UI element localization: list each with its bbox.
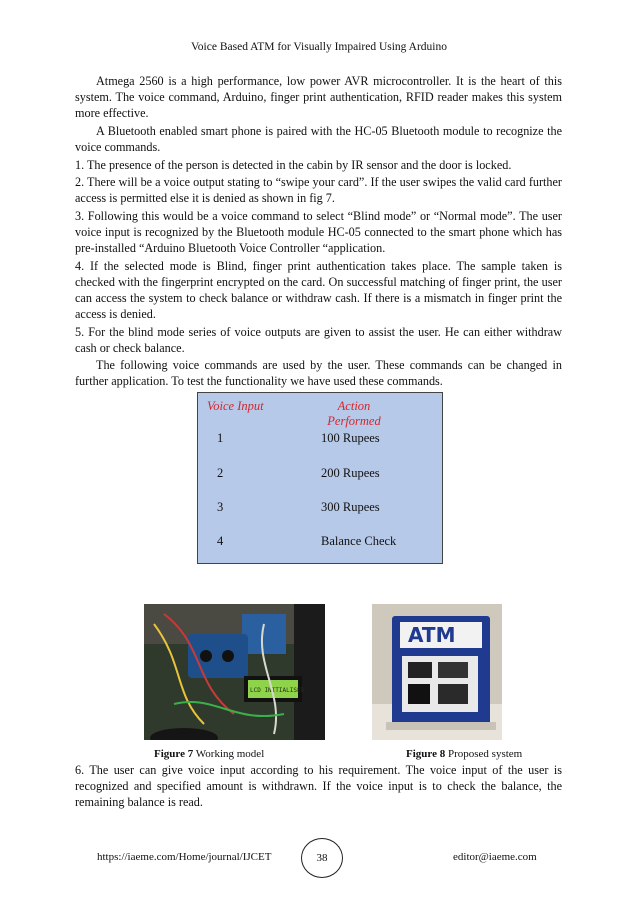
body-text <box>75 74 562 392</box>
table-header-voice-input: Voice Input <box>207 399 264 413</box>
list-item-step-6: 6. The user can give voice input according to his requirement. The voice input of the user is recognized and specified amount is withdrawn. If the voice input is to check the balance, the remaining balance is read. <box>75 763 562 809</box>
table-cell-action: 200 Rupees <box>321 466 380 480</box>
table-header-action-performed: Action Performed <box>327 399 381 428</box>
table-cell-input: 3 <box>217 500 224 514</box>
list-item-step-1: 1. The presence of the person is detected in the cabin by IR sensor and the door is locked. <box>75 157 512 172</box>
list-item-step-4: 4. If the selected mode is Blind, finger print authentication takes place. The sample taken is checked with the fingerprint encrypted on the card. On successful matching of finger print, the user can access the system to check balance or withdraw cash. If there is a mismatch in finger print the access is denied. <box>75 258 562 321</box>
atm-sign-text: ATM <box>408 623 456 647</box>
figure-8-caption-text: Proposed system <box>447 748 523 760</box>
paragraph-commands-intro: The following voice commands are used by the user. These commands can be changed in further application. To test the functionality we have used these commands. <box>75 358 562 389</box>
list-item-step-2: 2. There will be a voice output stating to “swipe your card”. If the user swipes the valid card further access is permitted else it is denied as shown in fig 7. <box>75 175 562 206</box>
table-cell-input: 1 <box>217 431 224 445</box>
paragraph-bluetooth: A Bluetooth enabled smart phone is paired with the HC-05 Bluetooth module to recognize the voice commands. <box>75 123 562 154</box>
figure-7-working-model-photo <box>144 604 325 740</box>
paragraph-microcontroller: Atmega 2560 is a high performance, low power AVR microcontroller. It is the heart of this system. The voice command, Arduino, finger print authentication, RFID reader makes this system more effective. <box>75 74 562 120</box>
figure-8-label: Figure 8 <box>406 748 446 760</box>
footer-journal-link[interactable]: https://iaeme.com/Home/journal/IJCET <box>97 851 272 863</box>
list-item-step-5: 5. For the blind mode series of voice outputs are given to assist the user. He can either withdraw cash or check balance. <box>75 324 562 355</box>
figure-7-caption-text: Working model <box>195 748 265 760</box>
table-cell-action: 100 Rupees <box>321 431 380 445</box>
table-cell-input: 2 <box>217 466 224 480</box>
lcd-text: LCD INITIALISED <box>250 687 305 694</box>
voice-command-table <box>197 392 443 564</box>
table-cell-action: Balance Check <box>321 534 397 548</box>
page-number: 38 <box>301 838 343 878</box>
table-cell-input: 4 <box>217 534 224 548</box>
footer-email-link[interactable]: editor@iaeme.com <box>453 851 537 863</box>
figure-8-caption <box>406 748 522 760</box>
list-item-step-3: 3. Following this would be a voice command to select “Blind mode” or “Normal mode”. The user voice input is recognized by the Bluetooth module HC-05 connected to the smart phone which has pre-installed “Arduino Bluetooth Voice Controller “application. <box>75 209 562 256</box>
figure-7-caption <box>154 748 264 760</box>
figure-7-label: Figure 7 <box>154 748 194 760</box>
figure-8-proposed-system-photo <box>372 604 502 740</box>
table-cell-action: 300 Rupees <box>321 500 380 514</box>
running-header: Voice Based ATM for Visually Impaired Using Arduino <box>190 41 447 53</box>
